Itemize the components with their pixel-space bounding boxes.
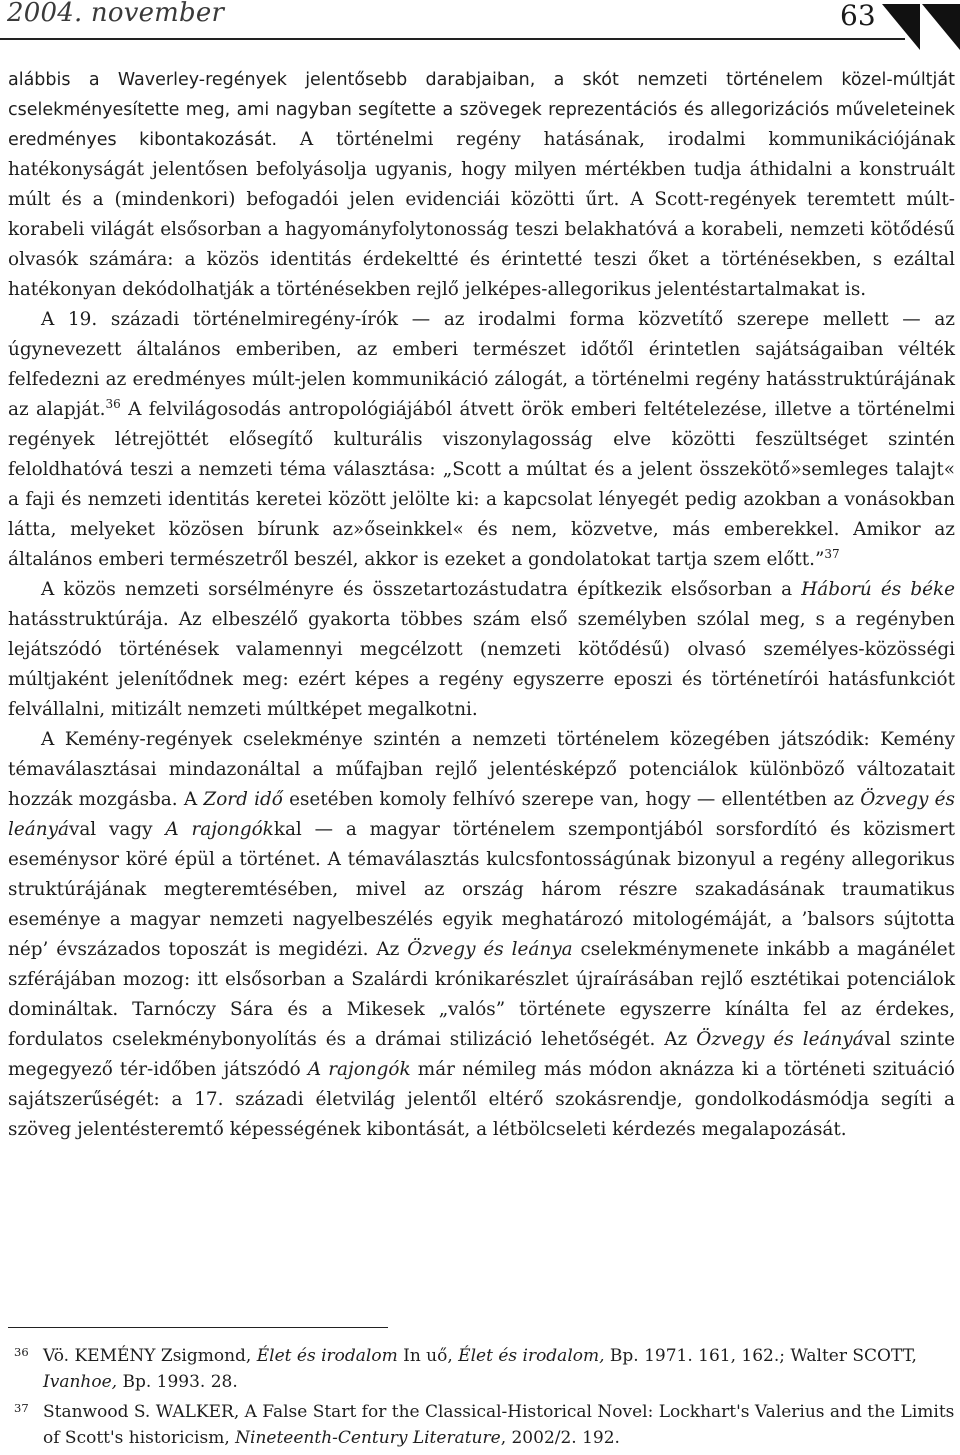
text-run: A közös nemzeti sorsélményre és összetartozástudatra építkezik elsősorban a [41, 579, 802, 600]
text-run: hatásstruktúrája. Az elbeszélő gyakorta többes szám első személyben szólal meg, s a regényben lejátszódó történések valamennyi megcélzott (nemzeti kötődésű) olvasó személyes-közösségi múltjaként jelenítődnek meg: ezért képes a regény egyszerre eposzi és történetírói hatásfunkciót felvállalni, mitizált nemzeti múltképet megalkotni. [8, 609, 955, 720]
text-run: In uő, [397, 1346, 459, 1366]
body-text [8, 65, 955, 1145]
footnote-rule [8, 1327, 388, 1328]
text-run: alábbis a Waverley-regények jelentősebb darabjaiban, a skót nemzeti történelem közel-múltját cselekményesítette meg, ami nagyban segítette a szövegek reprezentációs és allegorizációs műveleteinek eredményes kibontakozását. [8, 70, 955, 150]
text-run: Vö. KEMÉNY Zsigmond, [43, 1346, 257, 1366]
text-run: Stanwood S. WALKER, A False Start for the Classical-Historical Novel: Lockhart's Valerius and the Limits of Scott's historicism, [43, 1402, 955, 1448]
text-run: Bp. 1971. 161, 162.; Walter SCOTT, [604, 1346, 917, 1366]
body-paragraph [8, 575, 955, 725]
footnote [8, 1343, 955, 1395]
footnote-number: 37 [14, 1401, 29, 1415]
footnote-reference: 37 [824, 547, 840, 561]
italic-title: A rajongók [307, 1059, 411, 1080]
text-run: esetében komoly felhívó szerepe van, hogy — ellentétben az [282, 789, 861, 810]
text-run: már némileg más módon aknázza ki a történeti szituáció sajátszerűségét: a 17. századi életvilág jelentől eltérő szokásrendje, gondolkodásmódja segíti a szöveg jelentésteremtő képességének kibontását, a létbölcseleti kérdezés megalapozását. [8, 1059, 955, 1140]
text-run: Bp. 1993. 28. [117, 1372, 238, 1392]
italic-title: Háború és béke [801, 579, 955, 600]
italic-title: Ivanhoe, [43, 1372, 118, 1392]
italic-title: Özvegy és leányá [8, 789, 955, 840]
italic-title: Özvegy és leányá [696, 1029, 864, 1050]
text-run: cselekménymenete inkább a magánélet szférájában mozog: itt elsősorban a Szalárdi krónikarészlet újraírásában rejlő esztétikai potenciálok domináltak. Tarnóczy Sára és a Mikesek „valós” története egyszerre kínálta fel az érdekes, fordulatos cselekménybonyolítás és a drámai stilizáció lehetőségét. Az [8, 939, 955, 1050]
italic-title: Nineteenth-Century Literature [235, 1428, 501, 1448]
body-paragraph [8, 65, 955, 305]
footnote-number: 36 [14, 1345, 29, 1359]
italic-title: Élet és irodalom, [458, 1346, 605, 1366]
italic-title: Élet és irodalom [256, 1346, 398, 1366]
text-run: , 2002/2. 192. [500, 1428, 620, 1448]
text-run: kal — a magyar történelem szempontjából sorsfordító és közismert eseménysor köré épül a történet. A témaválasztás kulcsfontosságúnak bizonyul a regény allegorikus struktúrájának megteremtésében, mivel az ország három részre szakadásának traumatikus eseménye a magyar nemzeti nagyelbeszélés egyik meghatározó mitologémáját, a ’balsors sújtotta nép’ évszázados toposzát is megidézi. Az [8, 819, 955, 960]
text-run: val vagy [68, 819, 166, 840]
footnote-reference: 36 [105, 397, 121, 411]
text-run: A felvilágosodás antropológiájából átvett örök emberi feltételezése, illetve a történelmi regények létrejöttét elősegítő kulturális viszonylagosság elve közötti feszültséget szintén feloldhatóvá teszi a nemzeti téma választása: „Scott a múltat és a jelent összekötő»semleges talajt« a faji és nemzeti identitás keretei között jelölte ki: a kapcsolat lényegét pedig azokban a vonásokban látta, melyeket közösen bírunk az»őseinkkel« és nem, közvetve, más emberekkel. Amikor az általános emberi természetről beszél, akkor is ezeket a gondolatokat tartja szem előtt.” [8, 399, 955, 570]
body-paragraph [8, 725, 955, 1145]
text-run: A Kemény-regények cselekménye szintén a nemzeti történelem közegében játszódik: Kemény témaválasztásai mindazonáltal a műfajban rejlő jelentésképző potenciálok különböző változatait hozzák mozgásba. A [8, 729, 955, 810]
text-run: A történelmi regény hatásának, irodalmi kommunikációjának hatékonyságát jelentősen befolyásolja ugyanis, hogy milyen mértékben tudja áthidalni a konstruált múlt és a (mindenkori) befogadói jelen evidenciái közötti űrt. A Scott-regények teremtett múlt-korabeli világát elsősorban a hagyományfolytonosság teszi belakhatóvá a korabeli, nemzeti kötődésű olvasók számára: a közös identitás érdekeltté és érintetté teszi őket a történésekben, s ezáltal hatékonyan dekódolhatják a történésekben rejlő jelképes-allegorikus jelentéstartalmakat is. [8, 129, 955, 300]
footnote [8, 1399, 955, 1451]
text-run: val szinte megegyező tér-időben játszódó [8, 1029, 955, 1080]
corner-ornament-icon [880, 4, 960, 50]
page-header [0, 0, 960, 44]
header-rule [0, 38, 905, 40]
page-number: 63 [840, 0, 876, 32]
text-run: A 19. századi történelmiregény-írók — az irodalmi forma közvetítő szerepe mellett — az úgynevezett általános emberiben, az emberi természet időtől érintetlen sajátságaiban vélték felfedezni az eredményes múlt-jelen kommunikáció zálogát, a történelmi regény hatásstruktúrájának az alapját. [8, 309, 955, 420]
italic-title: Zord idő [203, 789, 283, 810]
italic-title: Özvegy és leánya [407, 939, 573, 960]
body-paragraph [8, 305, 955, 575]
italic-title: A rajongók [165, 819, 274, 840]
footnotes [8, 1343, 955, 1455]
running-head: 2004. november [7, 0, 225, 28]
